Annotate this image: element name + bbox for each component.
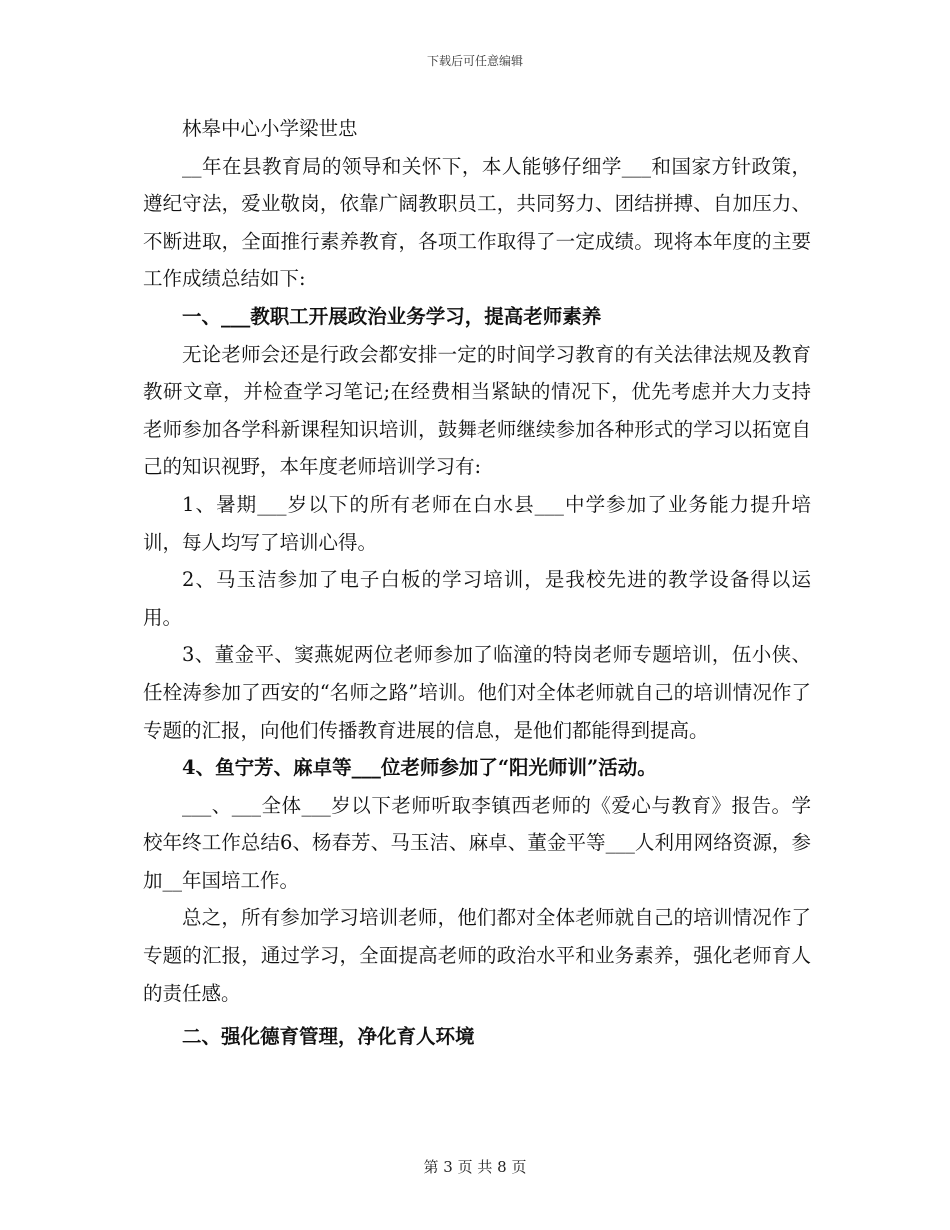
training-item-3: 3、董金平、窦燕妮两位老师参加了临潼的特岗老师专题培训，伍小侠、任栓涛参加了西安的“名师之路”培训。他们对全体老师就自己的培训情况作了专题的汇报，向他们传播教育进展的信息，是他们都能得到提高。 <box>143 643 811 742</box>
document-body <box>143 110 811 1056</box>
intro-paragraph: __年在县教育局的领导和关怀下，本人能够仔细学___和国家方针政策，遵纪守法，爱业敬岗，依靠广阔教职员工，共同努力、团结拼搏、自加压力、不断进取，全面推行素养教育，各项工作取得了一定成绩。现将本年度的主要工作成绩总结如下: <box>143 154 811 291</box>
training-item-1: 1、暑期___岁以下的所有老师在白水县___中学参加了业务能力提升培训，每人均写了培训心得。 <box>143 492 811 554</box>
page-number: 第 3 页 共 8 页 <box>423 1158 527 1176</box>
training-item-5: ___、___全体___岁以下老师听取李镇西老师的《爱心与教育》报告。学校年终工作总结6、杨春芳、马玉洁、麻卓、董金平等___人利用网络资源，参加__年国培工作。 <box>143 793 811 892</box>
summary-paragraph: 总之，所有参加学习培训老师，他们都对全体老师就自己的培训情况作了专题的汇报，通过学习，全面提高老师的政治水平和业务素养，强化老师育人的责任感。 <box>143 906 811 1005</box>
author-line: 林皋中心小学梁世忠 <box>182 117 358 140</box>
section-1-paragraph: 无论老师会还是行政会都安排一定的时间学习教育的有关法律法规及教育教研文章，并检查学习笔记;在经费相当紧缺的情况下，优先考虑并大力支持老师参加各学科新课程知识培训，鼓舞老师继续参加各种形式的学习以拓宽自己的知识视野，本年度老师培训学习有: <box>143 342 811 479</box>
section-1-heading: 一、___教职工开展政治业务学习，提高老师素养 <box>182 304 602 328</box>
training-item-4: 4、鱼宁芳、麻卓等___位老师参加了“阳光师训”活动。 <box>182 756 657 780</box>
section-2-heading: 二、强化德育管理，净化育人环境 <box>182 1025 475 1049</box>
page-header-note: 下载后可任意编辑 <box>426 54 523 68</box>
training-item-2: 2、马玉洁参加了电子白板的学习培训，是我校先进的教学设备得以运用。 <box>143 568 811 629</box>
